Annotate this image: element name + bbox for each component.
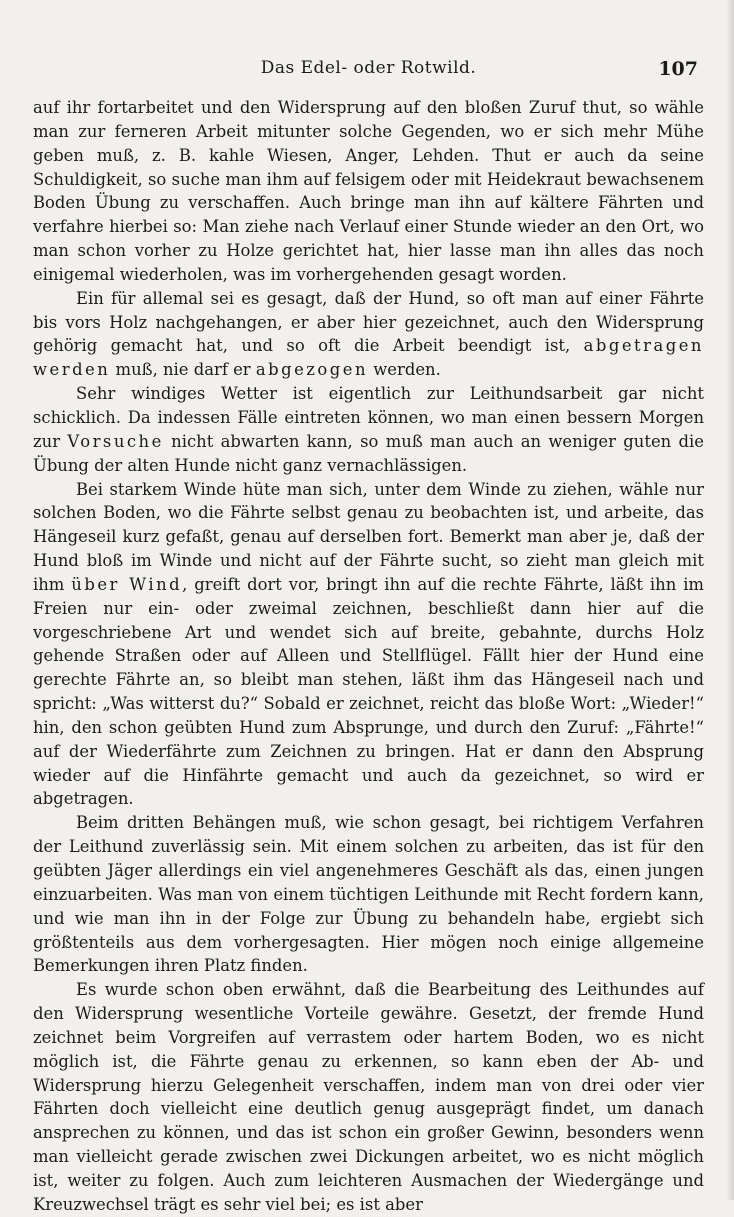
paragraph xyxy=(33,811,704,978)
emphasized-text: abgezogen xyxy=(255,360,369,380)
paragraph xyxy=(33,478,704,812)
page-number: 107 xyxy=(658,58,698,80)
paragraph xyxy=(33,287,704,382)
paragraph-text: nicht abwarten kann, so muß man auch an weniger guten die Übung der alten Hunde nicht ganz vernachlässigen. xyxy=(33,431,704,475)
paragraph-text: auf ihr fortarbeitet und den Widersprung auf den bloßen Zuruf thut, so wähle man zur ferneren Arbeit mitunter solche Gegenden, wo er sich mehr Mühe geben muß, z. B. kahle Wiesen, Anger, Lehden. Thut er auch da seine Schuldigkeit, so suche man ihm auf felsigem oder mit Heidekraut bewachsenem Boden Übung zu verschaffen. Auch bringe man ihn auf kältere Fährten und verfahre hierbei so: Man ziehe nach Verlauf einer Stunde wieder an den Ort, wo man schon vorher zu Holze gerichtet hat, hier lasse man ihn alles das noch einigemal wiederholen, was im vorhergehenden gesagt worden. xyxy=(33,98,704,284)
emphasized-text: über Wind xyxy=(71,574,183,594)
paragraph-text: Bei starkem Winde hüte man sich, unter dem Winde zu ziehen, wähle nur solchen Boden, wo die Fährte selbst genau zu beobachten ist, und arbeite, das Hängeseil kurz gefaßt, genau auf derselben fort. Bemerkt man aber je, daß der Hund bloß im Winde und nicht auf der Fährte sucht, so zieht man gleich mit ihm xyxy=(33,479,704,594)
paragraph-text: , greift dort vor, bringt ihn auf die rechte Fährte, läßt ihn im Freien nur ein- oder zweimal zeichnen, beschließt dann hier auf die vorgeschriebene Art und wendet sich auf breite, gebahnte, durchs Holz gehende Straßen oder auf Alleen und Stellflügel. Fällt hier der Hund eine gerechte Fährte an, so bleibt man stehen, läßt ihm das Hängeseil nach und spricht: „Was witterst du?“ Sobald er zeichnet, reicht das bloße Wort: „Wieder!“ hin, den schon geübten Hund zum Absprunge, und durch den Zuruf: „Fährte!“ auf der Wiederfährte zum Zeichnen zu bringen. Hat er dann den Absprung wieder auf die Hinfährte gemacht und auch da gezeichnet, so wird er abgetragen. xyxy=(33,574,704,809)
paragraph xyxy=(33,978,704,1216)
page-header xyxy=(33,56,704,90)
paragraph-text: werden. xyxy=(368,360,441,380)
page-edge-shadow xyxy=(726,0,734,1200)
running-head: Das Edel- oder Rotwild. xyxy=(260,58,477,78)
paragraph-text: muß, nie darf er xyxy=(110,360,256,380)
body-text xyxy=(33,96,704,1217)
paragraph xyxy=(33,382,704,477)
paragraph-text: Ein für allemal sei es gesagt, daß der Hund, so oft man auf einer Fährte bis vors Holz nachgehangen, er aber hier gezeichnet, auch den Widersprung gehörig gemacht hat, und so oft die Arbeit beendigt ist, xyxy=(33,288,704,356)
paragraph-text: Beim dritten Behängen muß, wie schon gesagt, bei richtigem Verfahren der Leithund zuverlässig sein. Mit einem solchen zu arbeiten, das ist für den geübten Jäger allerdings ein viel angenehmeres Geschäft als das, einen jungen einzuarbeiten. Was man von einem tüchtigen Leithunde mit Recht fordern kann, und wie man ihn in der Folge zur Übung zu behandeln habe, ergiebt sich größtenteils aus dem vorhergesagten. Hier mögen noch einige allgemeine Bemerkungen ihren Platz finden. xyxy=(33,813,704,976)
paragraph xyxy=(33,96,704,287)
paragraph-text: Sehr windiges Wetter ist eigentlich zur Leithundsarbeit gar nicht schicklich. Da indessen Fälle eintreten können, wo man einen bessern Morgen zur xyxy=(33,384,704,451)
paragraph-text: Es wurde schon oben erwähnt, daß die Bearbeitung des Leithundes auf den Widersprung wesentliche Vorteile gewähre. Gesetzt, der fremde Hund zeichnet beim Vorgreifen auf verrastem oder hartem Boden, wo es nicht möglich ist, die Fährte genau zu erkennen, so kann eben der Ab- und Widersprung hierzu Gelegenheit verschaffen, indem man von drei oder vier Fährten doch vielleicht eine deutlich genug ausgeprägt findet, um danach ansprechen zu können, und das ist schon ein großer Gewinn, besonders wenn man vielleicht gerade zwischen zwei Dickungen arbeitet, wo es nicht möglich ist, weiter zu folgen. Auch zum leichteren Ausmachen der Wiedergänge und Kreuzwechsel trägt es sehr viel bei; es ist aber xyxy=(33,980,704,1214)
emphasized-text: Vorsuche xyxy=(67,431,164,451)
emphasized-text: abgetragen werden xyxy=(33,336,704,380)
